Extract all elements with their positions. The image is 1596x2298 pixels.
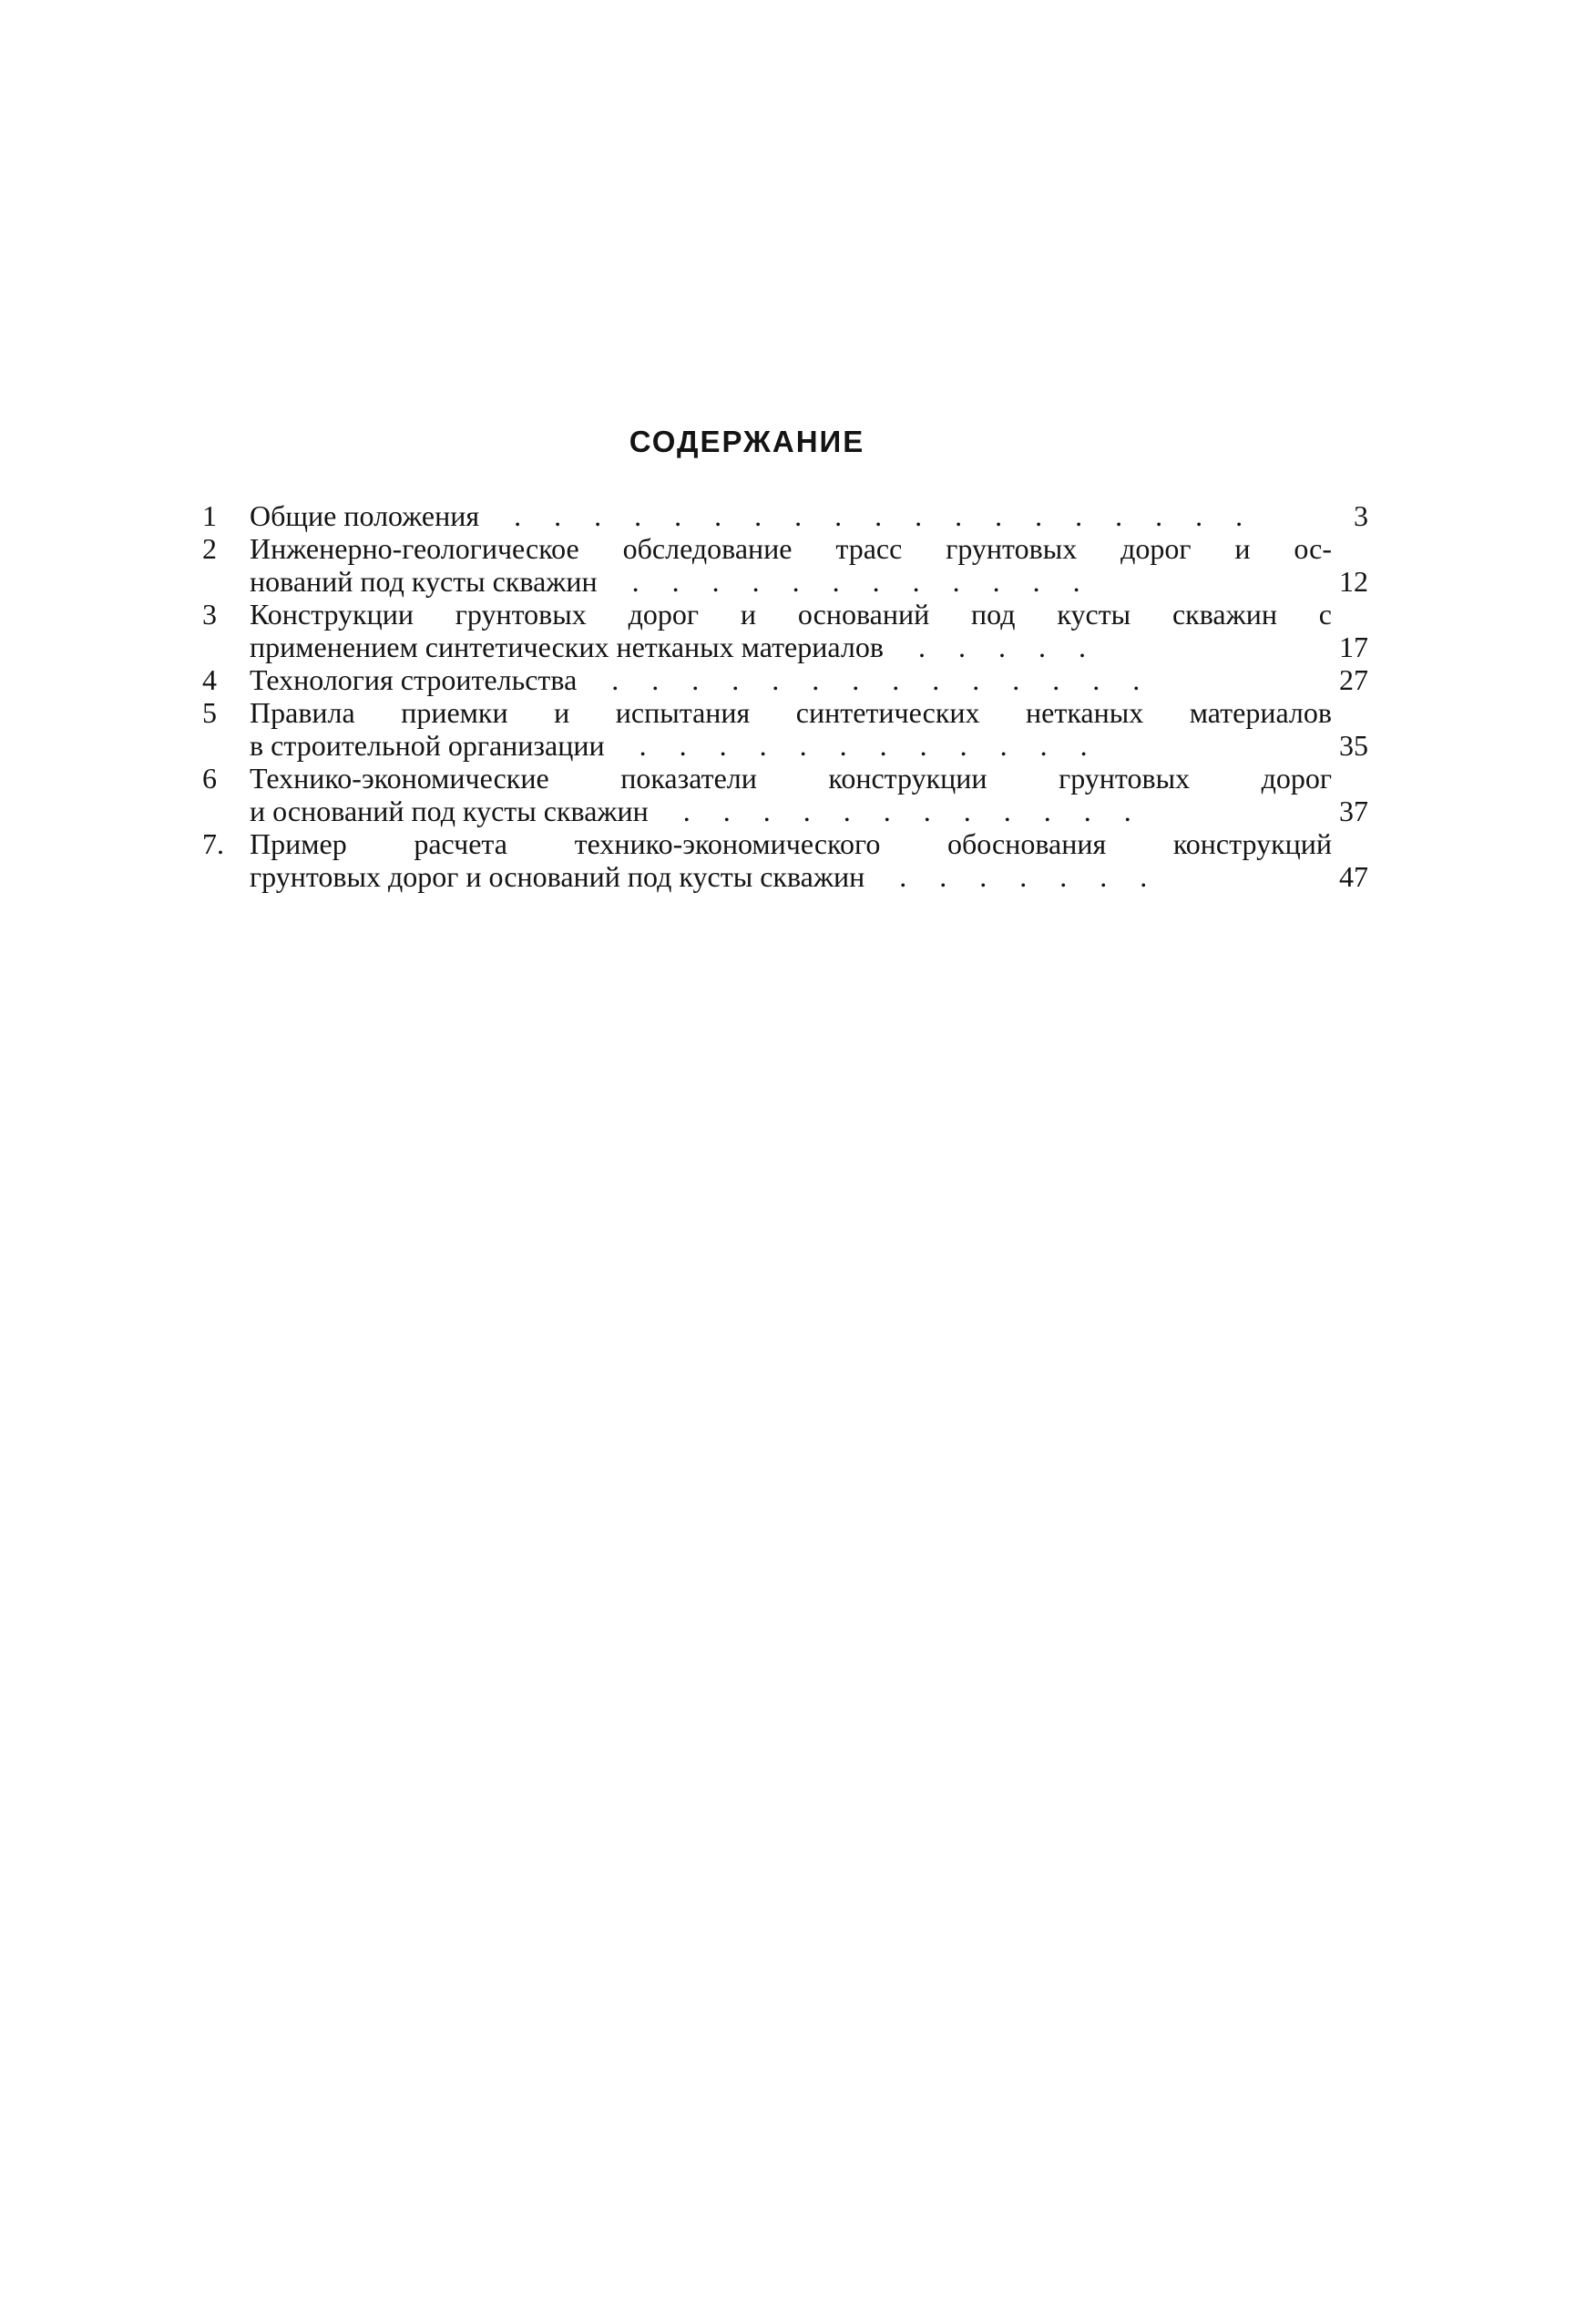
toc-entry-last-line xyxy=(250,729,1368,762)
toc-entry-number: 5 xyxy=(202,696,217,729)
toc-entry-title: Технология строительства xyxy=(250,663,578,696)
toc-entry-title: Общие положения xyxy=(250,499,480,532)
toc-entry-last-line xyxy=(250,631,1368,663)
toc-entry-number: 6 xyxy=(202,762,217,795)
toc-entry-number: 1 xyxy=(202,499,217,532)
toc-entry-text xyxy=(250,696,1368,762)
dot-leader: . . . . . . . . . . . . . . . . . . . xyxy=(514,499,1256,532)
toc-entry-title: применением синтетических нетканых материалов xyxy=(250,631,884,663)
toc-page-number: 47 xyxy=(1339,860,1368,893)
toc-title: СОДЕРЖАНИЕ xyxy=(629,425,865,458)
toc-entry-title: и оснований под кусты скважин xyxy=(250,795,649,827)
toc-page-number: 12 xyxy=(1339,565,1368,598)
toc-entry-line: Технико-экономические показатели конструкции грунтовых дорог xyxy=(250,762,1332,795)
toc-entry-title: нований под кусты скважин xyxy=(250,565,598,598)
dot-leader: . . . . . . . . . . . . xyxy=(682,795,1144,827)
toc-entry-line: Инженерно-геологическое обследование трасс грунтовых дорог и ос- xyxy=(250,532,1332,565)
toc-entry-2 xyxy=(202,532,1368,598)
toc-entry-last-line xyxy=(250,565,1368,598)
toc-entry-number: 4 xyxy=(202,663,217,696)
dot-leader: . . . . . . . . . . . . xyxy=(631,565,1093,598)
toc-entry-7 xyxy=(202,827,1368,893)
toc-entry-6 xyxy=(202,762,1368,827)
toc-entry-line: Правила приемки и испытания синтетических нетканых материалов xyxy=(250,696,1332,729)
toc-entry-number: 2 xyxy=(202,532,217,565)
toc-page-number: 17 xyxy=(1339,631,1368,663)
toc-page-number: 27 xyxy=(1339,663,1368,696)
toc-entry-1 xyxy=(202,499,1368,532)
toc-entry-text xyxy=(250,827,1368,893)
toc-entry-text xyxy=(250,598,1368,663)
dot-leader: . . . . . . . xyxy=(899,860,1161,893)
toc-entry-text xyxy=(250,499,1368,532)
toc-entry-title: грунтовых дорог и оснований под кусты скважин xyxy=(250,860,865,893)
toc-entry-5 xyxy=(202,696,1368,762)
toc-entry-text xyxy=(250,663,1368,696)
dot-leader: . . . . . . . . . . . . xyxy=(639,729,1100,762)
toc-entry-text xyxy=(250,762,1368,827)
toc-entry-line: Пример расчета технико-экономического обоснования конструкций xyxy=(250,827,1332,860)
toc-entry-last-line xyxy=(250,663,1368,696)
dot-leader: . . . . . . . . . . . . . . xyxy=(611,663,1153,696)
toc-entry-last-line xyxy=(250,860,1368,893)
toc-entry-number: 3 xyxy=(202,598,217,631)
toc-entry-last-line xyxy=(250,795,1368,827)
toc-entry-4 xyxy=(202,663,1368,696)
toc-entry-line: Конструкции грунтовых дорог и оснований под кусты скважин с xyxy=(250,598,1332,631)
toc-page-number: 37 xyxy=(1339,795,1368,827)
toc-page-number: 3 xyxy=(1354,499,1368,532)
toc-entry-3 xyxy=(202,598,1368,663)
toc-entry-last-line xyxy=(250,499,1368,532)
toc-entry-title: в строительной организации xyxy=(250,729,605,762)
toc-entry-text xyxy=(250,532,1368,598)
table-of-contents xyxy=(202,499,1368,893)
toc-page-number: 35 xyxy=(1339,729,1368,762)
dot-leader: . . . . . xyxy=(917,631,1099,663)
toc-entry-number: 7. xyxy=(202,827,224,860)
